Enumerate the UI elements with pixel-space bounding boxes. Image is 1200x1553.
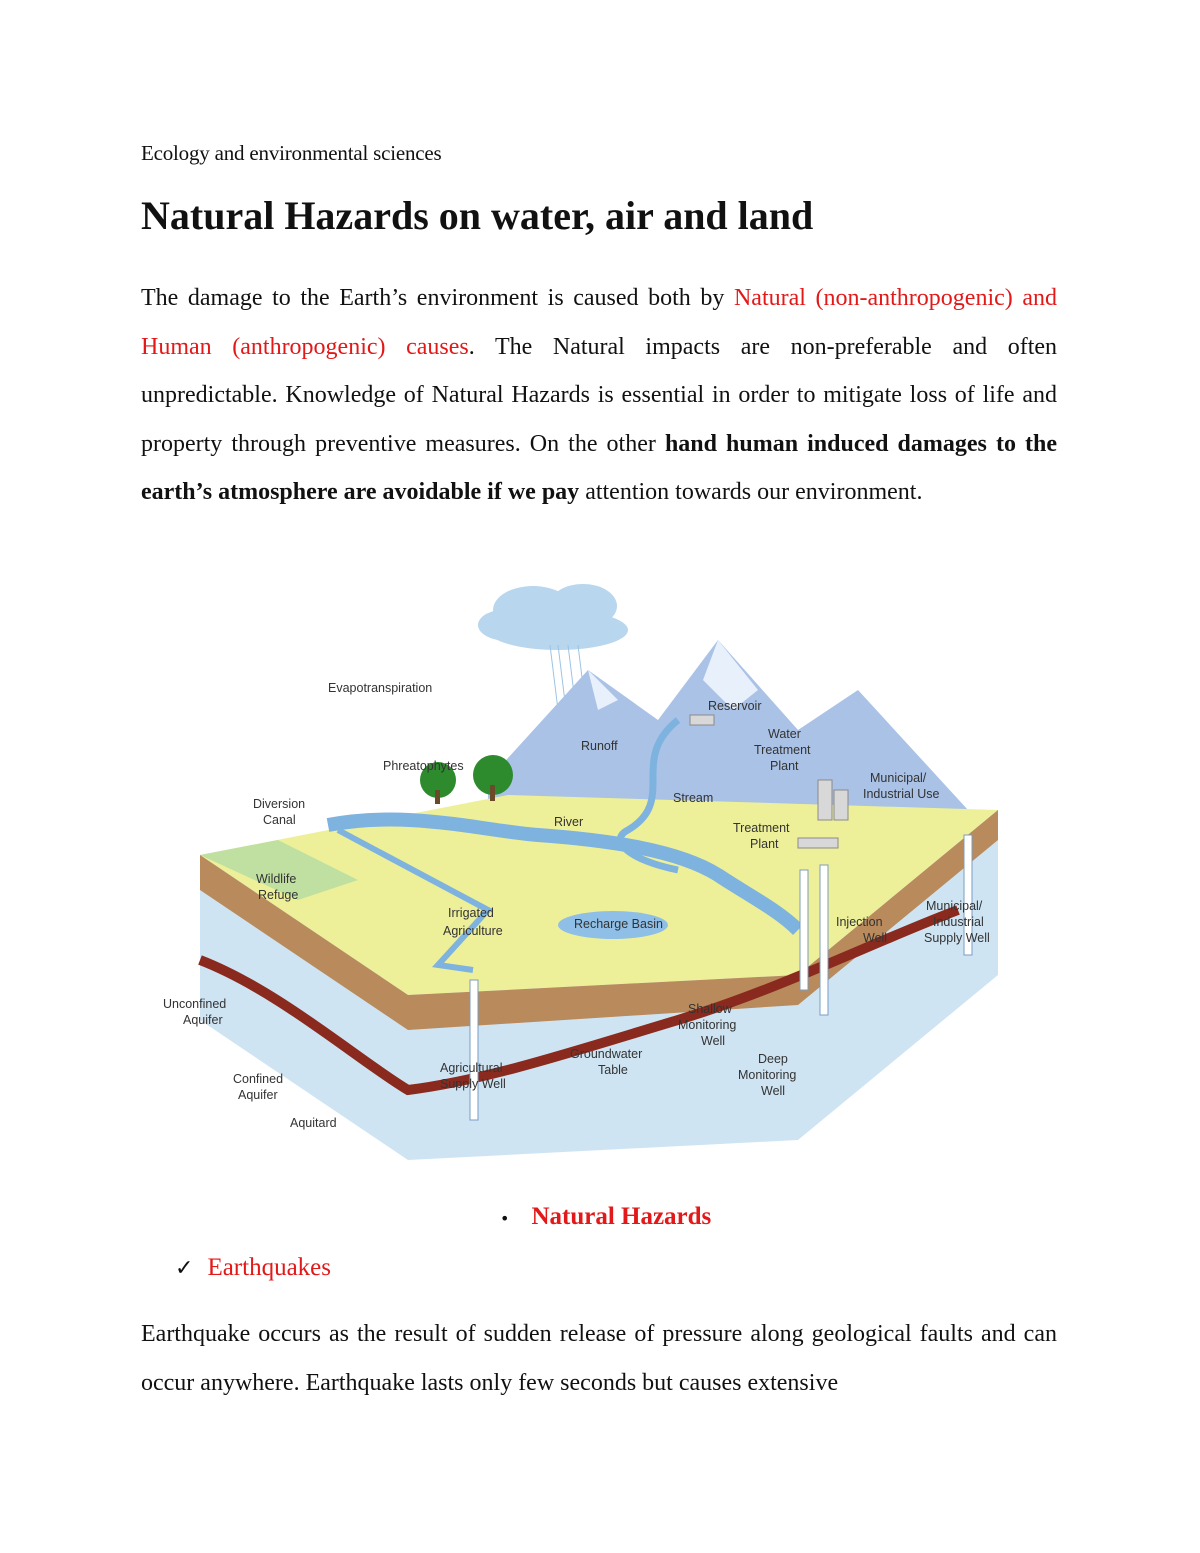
label-wildlife-1: Wildlife [256, 872, 297, 886]
label-diversion-2: Canal [263, 813, 296, 827]
intro-text-2: . The Natural impacts are non-preferable and often unpredictable. Knowledge of Natural Hazards is essential in order to mitigate loss of life and property through preventive measures. On the other [141, 333, 1058, 457]
label-water-1: Water [768, 727, 801, 741]
section-heading [500, 1203, 711, 1231]
label-deep-3: Well [761, 1084, 786, 1098]
intro-bold-text: hand human induced damages to the earth’s atmosphere are avoidable if we pay [141, 430, 1057, 505]
label-unconfined-1: Unconfined [163, 997, 227, 1011]
label-water-2: Treatment [754, 743, 811, 757]
cloud-icon [478, 584, 628, 650]
label-supply-2: Industrial [933, 915, 984, 929]
earthquake-paragraph: Earthquake occurs as the result of sudden release of pressure along geological faults and can occur anywhere. Earthquake lasts only few seconds but causes extensive [141, 1321, 1057, 1396]
label-shallow-2: Monitoring [678, 1018, 737, 1032]
intro-paragraph [141, 274, 1057, 517]
label-recharge: Recharge Basin [574, 917, 663, 931]
label-confined-2: Aquifer [238, 1088, 278, 1102]
label-agri-well-2: Supply Well [440, 1077, 506, 1091]
label-injection-1: Injection [836, 915, 883, 929]
label-groundwater-1: Groundwater [570, 1047, 643, 1061]
label-reservoir: Reservoir [708, 699, 762, 713]
label-stream: Stream [673, 791, 714, 805]
label-diversion-1: Diversion [253, 797, 306, 811]
intro-text-1: The damage to the Earth’s environment is caused both by [141, 285, 734, 311]
intro-text-3: attention towards our environment. [579, 479, 923, 505]
label-irrigated-2: Agriculture [443, 924, 503, 938]
label-irrigated-1: Irrigated [448, 906, 494, 920]
label-supply-1: Municipal/ [926, 899, 983, 913]
label-aquitard: Aquitard [290, 1116, 337, 1130]
label-phreatophytes: Phreatophytes [383, 759, 464, 773]
label-unconfined-2: Aquifer [183, 1013, 223, 1027]
label-municipal-1: Municipal/ [870, 771, 927, 785]
label-deep-2: Monitoring [738, 1068, 797, 1082]
label-water-3: Plant [770, 759, 799, 773]
page-title: Natural Hazards on water, air and land [141, 193, 814, 238]
label-treatment-1: Treatment [733, 821, 790, 835]
label-injection-2: Well [863, 931, 888, 945]
intro-causes-highlight: Natural (non-anthropogenic) and Human (anthropogenic) causes [141, 285, 1057, 360]
subsection-heading [175, 1254, 331, 1282]
label-runoff: Runoff [581, 739, 618, 753]
subsection-heading-text: Earthquakes [207, 1254, 331, 1281]
label-municipal-2: Industrial Use [863, 787, 940, 801]
label-river: River [554, 815, 584, 829]
section-heading-text: Natural Hazards [531, 1203, 712, 1230]
label-treatment-2: Plant [750, 837, 779, 851]
subject-line: Ecology and environmental sciences [141, 141, 442, 165]
label-confined-1: Confined [233, 1072, 284, 1086]
label-groundwater-2: Table [598, 1063, 628, 1077]
checkmark-icon: ✓ [175, 1256, 194, 1281]
label-evapotranspiration: Evapotranspiration [328, 681, 433, 695]
label-supply-3: Supply Well [924, 931, 990, 945]
water-cycle-diagram [158, 580, 1038, 1180]
label-wildlife-2: Refuge [258, 888, 299, 902]
label-deep-1: Deep [758, 1052, 788, 1066]
label-shallow-1: Shallow [688, 1002, 732, 1016]
label-shallow-3: Well [701, 1034, 726, 1048]
label-agri-well-1: Agricultural [440, 1061, 503, 1075]
bullet-icon: • [500, 1209, 510, 1228]
